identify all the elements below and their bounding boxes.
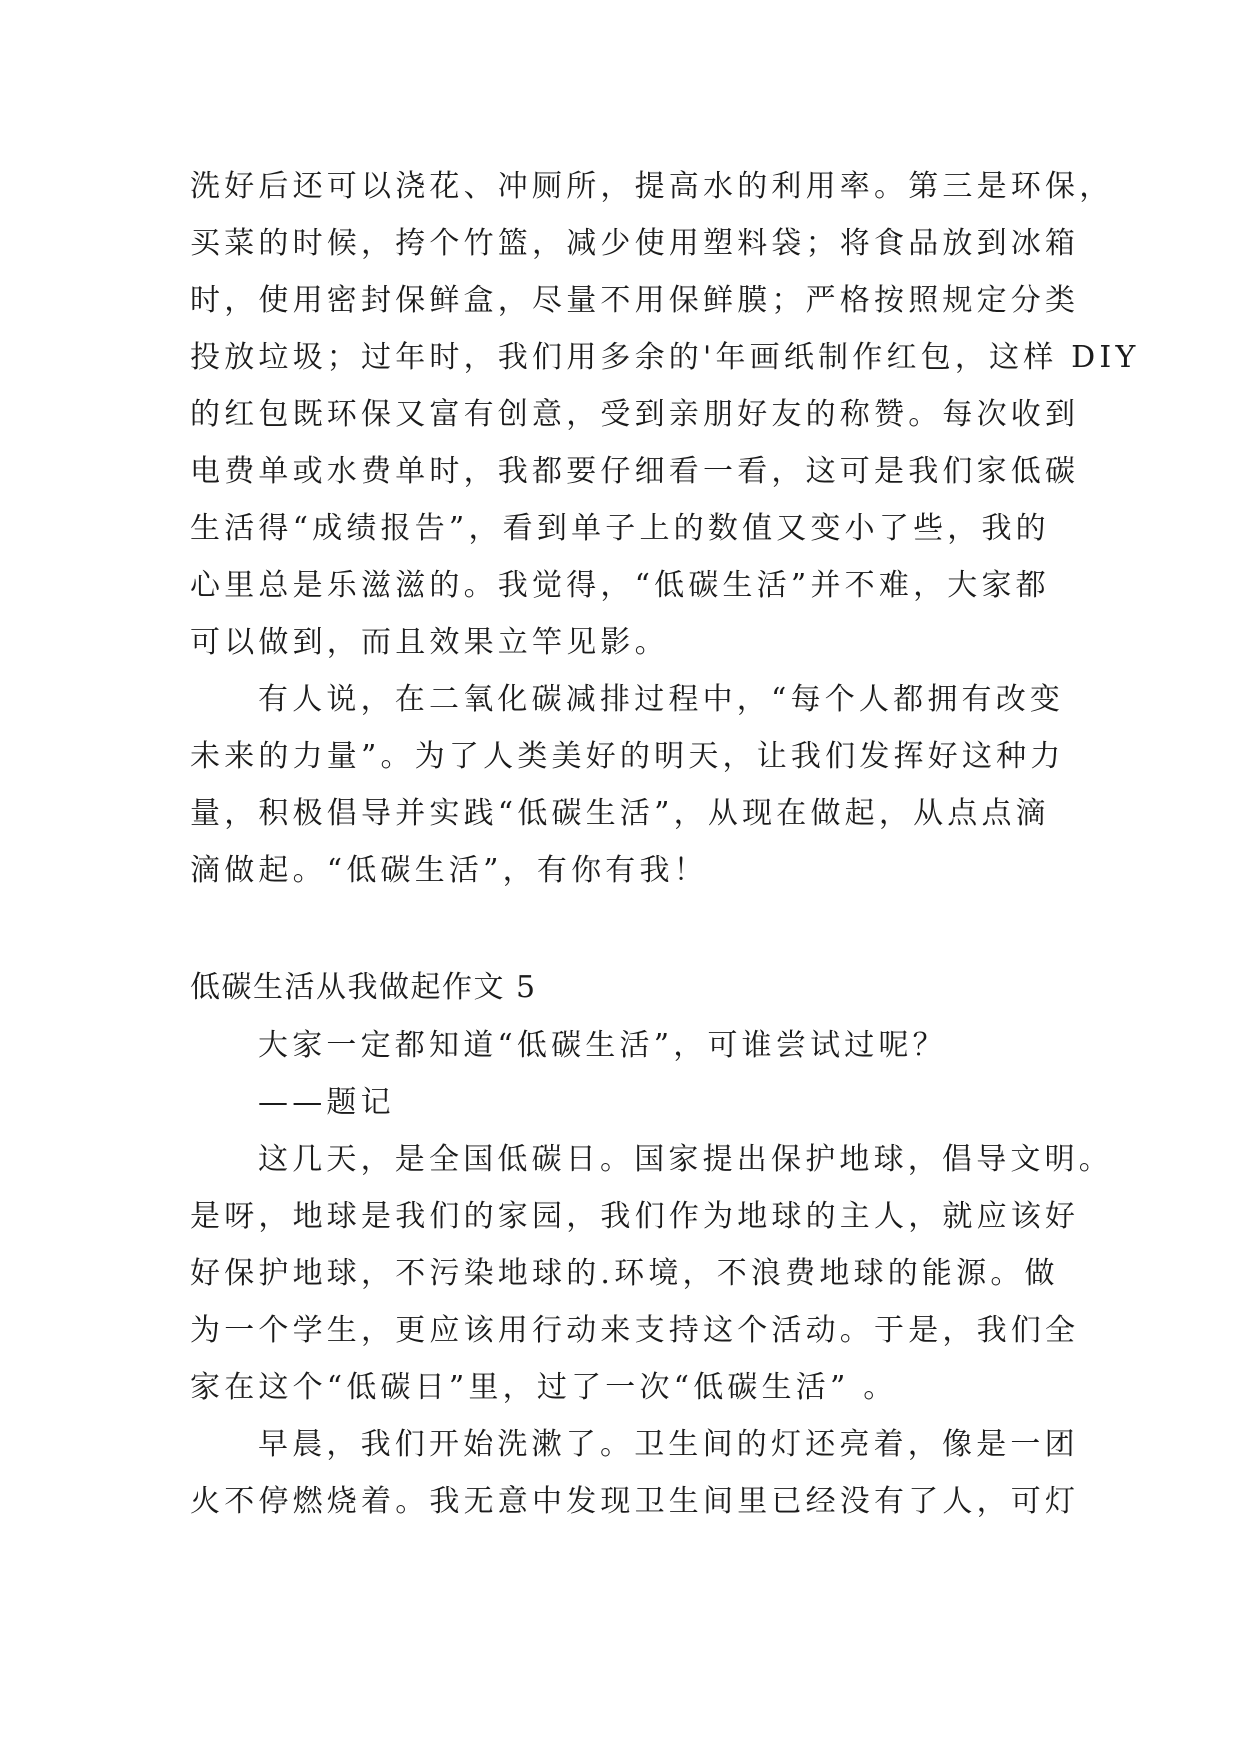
paragraph-line: 的红包既环保又富有创意，受到亲朋好友的称赞。每次收到 <box>190 397 1080 432</box>
paragraph-line: 量，积极倡导并实践“低碳生活”，从现在做起，从点点滴 <box>190 796 1050 831</box>
paragraph-line: 洗好后还可以浇花、冲厕所，提高水的利用率。第三是环保， <box>190 169 1114 204</box>
paragraph-line: 时，使用密封保鲜盒，尽量不用保鲜膜；严格按照规定分类 <box>190 283 1080 318</box>
paragraph-line: 火不停燃烧着。我无意中发现卫生间里已经没有了人，可灯 <box>190 1484 1080 1519</box>
paragraph-line: 买菜的时候，挎个竹篮，减少使用塑料袋；将食品放到冰箱 <box>190 226 1080 261</box>
paragraph-line: 可以做到，而且效果立竿见影。 <box>190 625 669 660</box>
paragraph-line: 未来的力量”。为了人类美好的明天，让我们发挥好这种力 <box>190 739 1065 774</box>
paragraph-line: 是呀，地球是我们的家园，我们作为地球的主人，就应该好 <box>190 1199 1080 1234</box>
paragraph-line: 电费单或水费单时，我都要仔细看一看，这可是我们家低碳 <box>190 454 1080 489</box>
paragraph-line: 心里总是乐滋滋的。我觉得，“低碳生活”并不难，大家都 <box>190 568 1050 603</box>
paragraph-line: 有人说，在二氧化碳减排过程中，“每个人都拥有改变 <box>258 682 1065 717</box>
paragraph-line: 生活得“成绩报告”，看到单子上的数值又变小了些，我的 <box>190 511 1050 546</box>
paragraph-line: 好保护地球，不污染地球的.环境，不浪费地球的能源。做 <box>190 1256 1059 1291</box>
epigraph-source: ——题记 <box>258 1085 395 1120</box>
paragraph-line: 早晨，我们开始洗漱了。卫生间的灯还亮着，像是一团 <box>258 1427 1079 1462</box>
paragraph-line: 投放垃圾；过年时，我们用多余的'年画纸制作红包，这样 DIY <box>190 340 1140 375</box>
paragraph-line: 为一个学生，更应该用行动来支持这个活动。于是，我们全 <box>190 1313 1080 1348</box>
section-heading: 低碳生活从我做起作文 5 <box>190 970 537 1005</box>
paragraph-line: 这几天，是全国低碳日。国家提出保护地球，倡导文明。 <box>258 1142 1113 1177</box>
epigraph-text: 大家一定都知道“低碳生活”，可谁尝试过呢？ <box>258 1028 947 1063</box>
paragraph-line: 滴做起。“低碳生活”，有你有我！ <box>190 853 708 888</box>
paragraph-line: 家在这个“低碳日”里，过了一次“低碳生活” 。 <box>190 1370 898 1405</box>
